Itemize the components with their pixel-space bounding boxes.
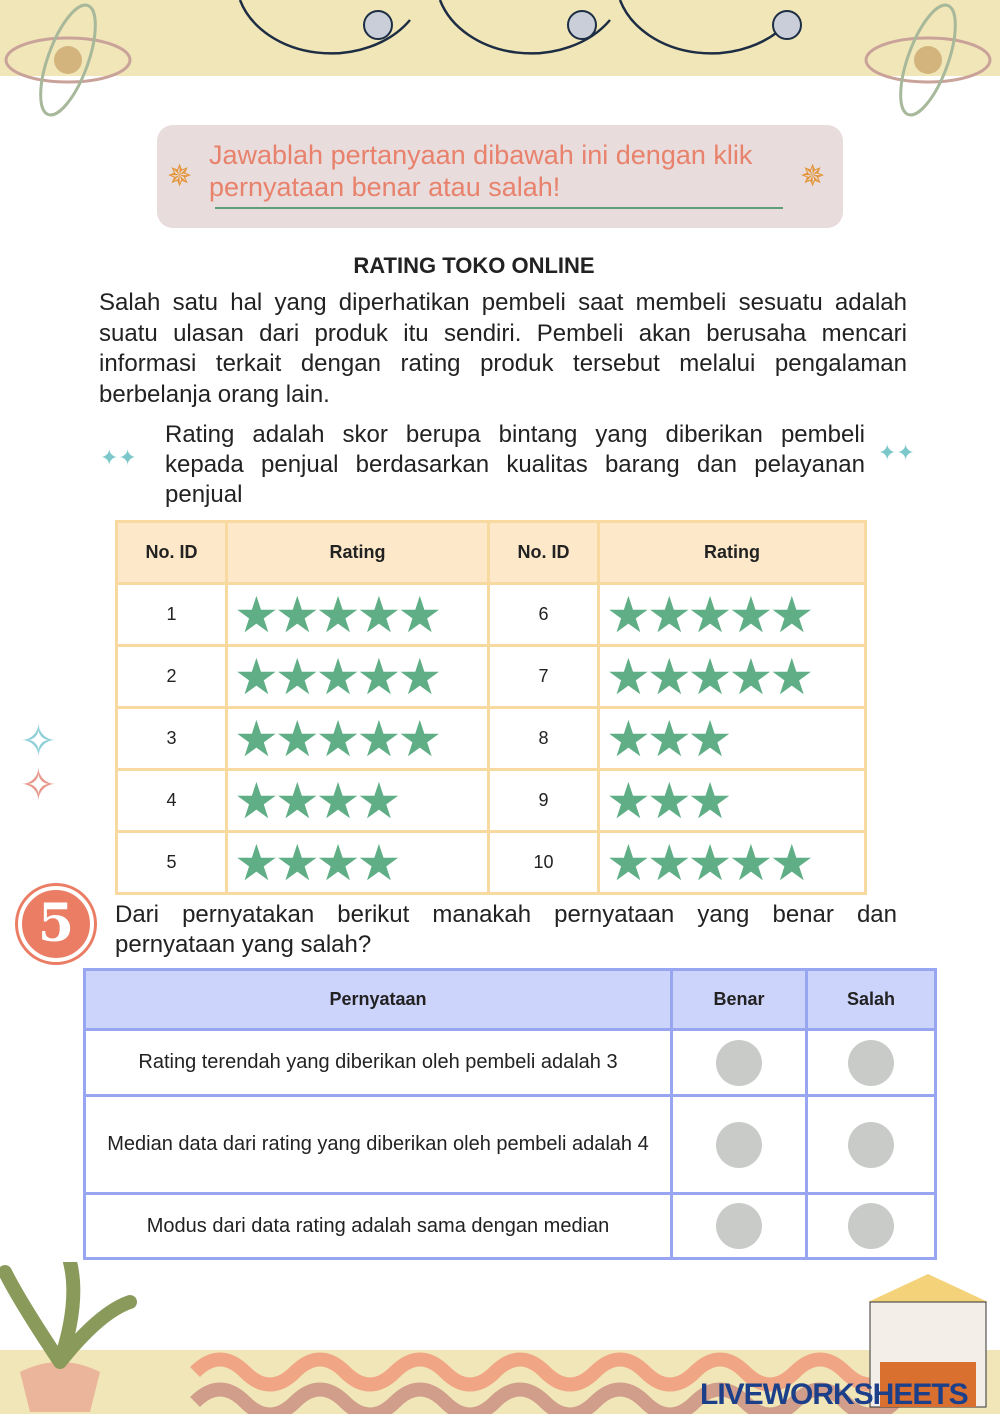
star-icon: ★ [234, 710, 275, 767]
star-icon: ★ [234, 834, 275, 891]
star-icon: ★ [728, 834, 770, 891]
star-icon: ★ [356, 586, 398, 643]
star-icon: ★ [234, 586, 275, 643]
header-rating: Rating [227, 522, 489, 584]
star-icon: ★ [274, 710, 316, 767]
star-rating [599, 584, 866, 646]
statement-text: Modus dari data rating adalah sama dengan median [85, 1194, 672, 1259]
star-icon: ★ [356, 772, 398, 829]
star-icon: ★ [356, 710, 398, 767]
header-false: Salah [807, 970, 936, 1030]
star-icon: ★ [356, 648, 398, 705]
star-icon: ★ [234, 772, 275, 829]
star-rating [227, 832, 489, 894]
true-option-radio[interactable] [716, 1040, 762, 1086]
star-icon: ★ [397, 648, 439, 705]
stars-decoration-icon: ✦✦ [100, 445, 137, 470]
id-cell: 8 [489, 708, 599, 770]
header-statement: Pernyataan [85, 970, 672, 1030]
orbit-decoration-icon [0, 0, 1000, 120]
id-cell: 7 [489, 646, 599, 708]
star-icon: ★ [315, 710, 357, 767]
rating-table [115, 520, 867, 895]
star-rating [227, 584, 489, 646]
stars-decoration-icon: ✦✦ [878, 440, 915, 465]
star-icon: ★ [315, 586, 357, 643]
page-title: RATING TOKO ONLINE [353, 253, 595, 278]
header-true: Benar [672, 970, 807, 1030]
star-icon: ★ [606, 586, 647, 643]
rating-row [117, 708, 866, 770]
sparkle-decoration-icon: ✧ ✧ [20, 717, 57, 810]
id-cell: 3 [117, 708, 227, 770]
rating-row [117, 832, 866, 894]
star-icon: ★ [687, 772, 729, 829]
star-icon: ★ [769, 586, 811, 643]
star-rating [227, 770, 489, 832]
star-rating [227, 708, 489, 770]
star-icon: ★ [646, 772, 688, 829]
star-icon: ★ [606, 834, 647, 891]
id-cell: 6 [489, 584, 599, 646]
id-cell: 5 [117, 832, 227, 894]
true-cell [672, 1030, 807, 1096]
star-icon: ★ [274, 586, 316, 643]
statement-row [85, 1030, 936, 1096]
star-rating [599, 708, 866, 770]
star-icon: ★ [687, 710, 729, 767]
star-rating [599, 646, 866, 708]
star-icon: ★ [646, 710, 688, 767]
instruction-text: Jawablah pertanyaan dibawah ini dengan klik pernyataan benar atau salah! [209, 140, 753, 202]
statement-row [85, 1096, 936, 1194]
star-icon: ★ [646, 648, 688, 705]
header-rating: Rating [599, 522, 866, 584]
liveworksheets-logo: LIVEWORKSHEETS [700, 1378, 968, 1411]
star-icon: ★ [606, 710, 647, 767]
star-icon: ★ [687, 586, 729, 643]
star-rating [227, 646, 489, 708]
false-cell [807, 1194, 936, 1259]
false-option-radio[interactable] [848, 1122, 894, 1168]
statement-text: Rating terendah yang diberikan oleh pembeli adalah 3 [85, 1030, 672, 1096]
sparkle-icon: ✵ [800, 160, 826, 193]
star-icon: ★ [728, 586, 770, 643]
star-rating [599, 832, 866, 894]
true-option-radio[interactable] [716, 1122, 762, 1168]
false-cell [807, 1030, 936, 1096]
false-option-radio[interactable] [848, 1203, 894, 1249]
star-icon: ★ [646, 586, 688, 643]
instruction-banner [157, 125, 843, 228]
id-cell: 4 [117, 770, 227, 832]
star-icon: ★ [606, 648, 647, 705]
statement-table [83, 968, 937, 1260]
id-cell: 1 [117, 584, 227, 646]
false-option-radio[interactable] [848, 1040, 894, 1086]
definition-paragraph: Rating adalah skor berupa bintang yang diberikan pembeli kepada penjual berdasarkan kualitas barang dan pelayanan penjual [165, 421, 865, 508]
star-icon: ★ [234, 648, 275, 705]
false-cell [807, 1096, 936, 1194]
underline [215, 207, 783, 209]
star-icon: ★ [315, 834, 357, 891]
star-icon: ★ [397, 710, 439, 767]
star-rating [599, 770, 866, 832]
id-cell: 9 [489, 770, 599, 832]
star-icon: ★ [315, 772, 357, 829]
star-icon: ★ [606, 772, 647, 829]
rating-row [117, 770, 866, 832]
true-cell [672, 1194, 807, 1259]
star-icon: ★ [769, 834, 811, 891]
star-icon: ★ [274, 648, 316, 705]
rating-row [117, 584, 866, 646]
true-option-radio[interactable] [716, 1203, 762, 1249]
statement-text: Median data dari rating yang diberikan oleh pembeli adalah 4 [85, 1096, 672, 1194]
star-icon: ★ [274, 834, 316, 891]
star-icon: ★ [687, 834, 729, 891]
statement-row [85, 1194, 936, 1259]
star-icon: ★ [728, 648, 770, 705]
star-icon: ★ [315, 648, 357, 705]
question-text: Dari pernyatakan berikut manakah pernyataan yang benar dan pernyataan yang salah? [115, 901, 897, 958]
star-icon: ★ [356, 834, 398, 891]
header-id: No. ID [117, 522, 227, 584]
star-icon: ★ [687, 648, 729, 705]
sparkle-icon: ✵ [167, 160, 193, 193]
rating-row [117, 646, 866, 708]
star-icon: ★ [397, 586, 439, 643]
star-icon: ★ [646, 834, 688, 891]
question-number-badge: 5 [18, 886, 94, 962]
id-cell: 2 [117, 646, 227, 708]
id-cell: 10 [489, 832, 599, 894]
intro-paragraph: Salah satu hal yang diperhatikan pembeli saat membeli sesuatu adalah suatu ulasan dari produk itu sendiri. Pembeli akan berusaha mencari informasi terkait dengan rating produk tersebut melalui pengalaman berbelanja orang lain. [99, 289, 907, 408]
true-cell [672, 1096, 807, 1194]
star-icon: ★ [274, 772, 316, 829]
header-id: No. ID [489, 522, 599, 584]
star-icon: ★ [769, 648, 811, 705]
